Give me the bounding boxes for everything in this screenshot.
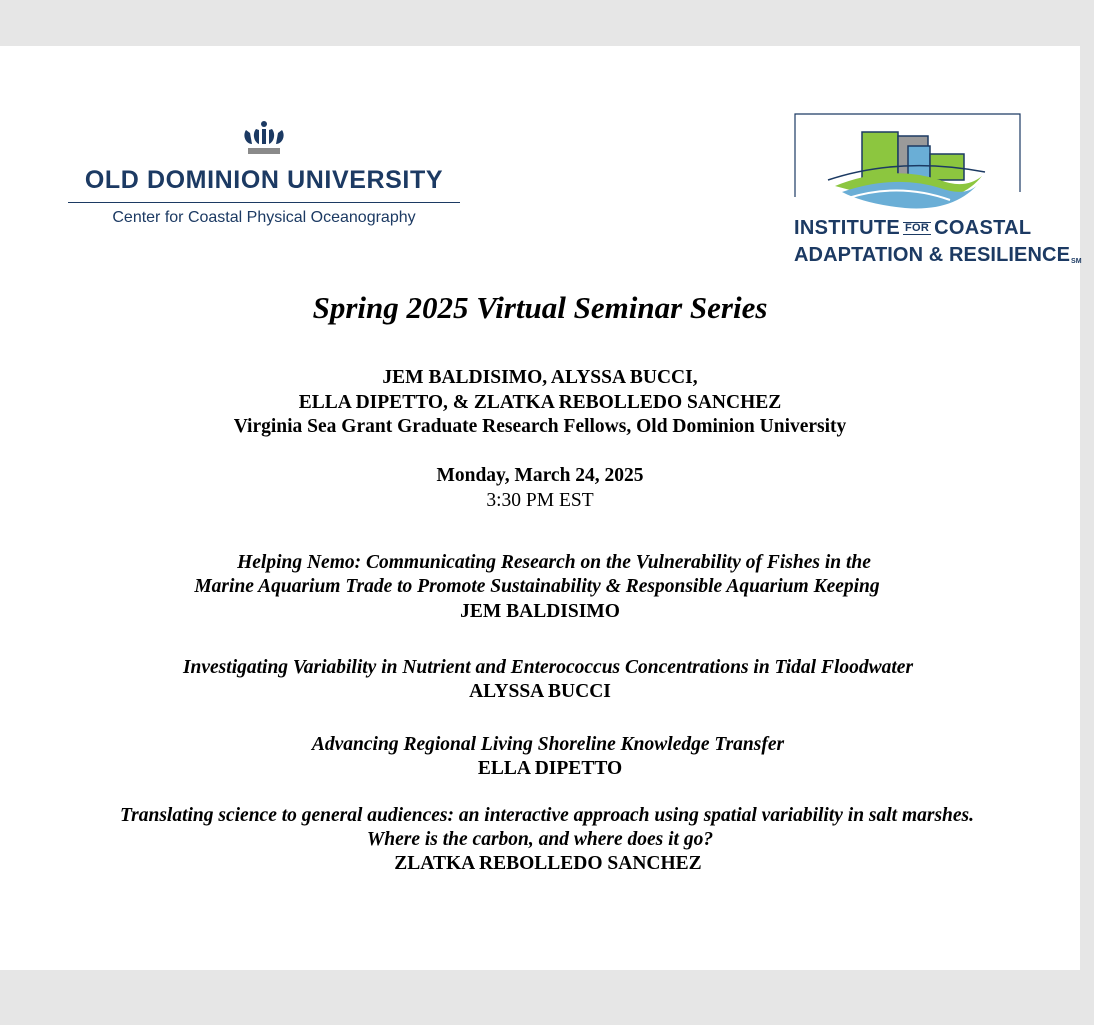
event-date: Monday, March 24, 2025	[436, 465, 644, 486]
talk-4-title-line-1: Translating science to general audiences: an interactive approach using spatial variability in salt marshes.	[119, 805, 975, 826]
icar-word-for: FOR	[905, 222, 930, 234]
talk-1-title-line-1: Helping Nemo: Communicating Research on the Vulnerability of Fishes in the	[237, 552, 871, 573]
odu-logo	[68, 120, 460, 235]
icar-logo	[790, 112, 1082, 272]
talk-2-title: Investigating Variability in Nutrient and Enterococcus Concentrations in Tidal Floodwater	[182, 657, 914, 678]
icar-word-institute: INSTITUTE	[794, 217, 901, 239]
odu-name: OLD DOMINION UNIVERSITY	[84, 166, 444, 194]
talk-4-title-line-2: Where is the carbon, and where does it go?	[366, 829, 714, 850]
talk-1-title-line-2: Marine Aquarium Trade to Promote Sustainability & Responsible Aquarium Keeping	[194, 576, 880, 597]
talk-3-title: Advancing Regional Living Shoreline Knowledge Transfer	[311, 734, 785, 755]
icar-title-line1	[794, 217, 1031, 240]
talk-4-speaker: ZLATKA REBOLLEDO SANCHEZ	[394, 853, 702, 874]
talk-3-speaker: ELLA DIPETTO	[477, 758, 623, 779]
seminar-title: Spring 2025 Virtual Seminar Series	[312, 290, 768, 325]
speakers-line-2: ELLA DIPETTO, & ZLATKA REBOLLEDO SANCHEZ	[298, 392, 782, 413]
odu-center-name: Center for Coastal Physical Oceanography	[112, 209, 416, 226]
icar-word-coastal: COASTAL	[934, 217, 1032, 239]
event-time: 3:30 PM EST	[486, 490, 594, 511]
crown-icon	[240, 120, 288, 156]
talk-2-speaker: ALYSSA BUCCI	[469, 681, 611, 702]
coastal-city-icon	[790, 112, 1025, 207]
odu-divider	[68, 202, 460, 203]
speakers-line-1: JEM BALDISIMO, ALYSSA BUCCI,	[382, 367, 698, 388]
talk-1-speaker: JEM BALDISIMO	[460, 601, 620, 622]
icar-title-line2	[794, 244, 1082, 267]
affiliation: Virginia Sea Grant Graduate Research Fellows, Old Dominion University	[233, 416, 847, 437]
service-mark: SM	[1071, 258, 1082, 265]
icar-line2-text: ADAPTATION & RESILIENCE	[794, 244, 1071, 266]
